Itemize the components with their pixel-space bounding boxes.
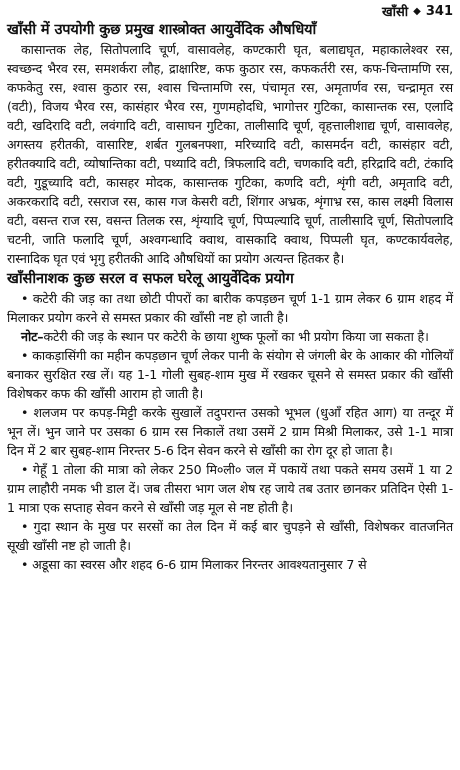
diamond-icon: ◆ [413, 5, 421, 17]
remedy-paragraph-3: • शलजम पर कपड़-मिट्टी करके सुखालें तदुपरान्त उसको भूभल (धुआँ रहित आग) या तन्दूर में भून लें। भुन जाने पर उसका 6 ग्राम रस निकालें तथा उसमें 2 ग्राम मिश्री मिलाकर, उसे 1-1 मात्रा दिन में 2 बार सुबह-शाम निरन्तर 5-6 दिन सेवन करने से खाँसी का रोग दूर हो जाता है। [7, 405, 453, 458]
running-header [7, 2, 453, 20]
note-paragraph [7, 327, 453, 346]
remedy-paragraph-2: • काकड़ासिंगी का महीन कपड़छान चूर्ण लेकर पानी के संयोग से जंगली बेर के आकार की गोलियाँ बनाकर सुरक्षित रख लें। यह 1-1 गोली सुबह-शाम मुख में रखकर चूसने से समस्त प्रकार की खाँसी विशेषकर कफ की खाँसी आराम हो जाती है। [7, 348, 453, 401]
remedy-paragraph-1: • कटेरी की जड़ का तथा छोटी पीपरों का बारीक कपड़छन चूर्ण 1-1 ग्राम लेकर 6 ग्राम शहद में मिलाकर प्रयोग करने से समस्त प्रकार की खाँसी नष्ट हो जाती है। [7, 291, 453, 325]
section-heading-1: खाँसी में उपयोगी कुछ प्रमुख शास्त्रोक्त आयुर्वेदिक औषधियाँ [7, 22, 317, 38]
note-text: कटेरी की जड़ के स्थान पर कटेरी के छाया शुष्क फूलों का भी प्रयोग किया जा सकता है। [43, 329, 429, 344]
remedy-paragraph-5: • गुदा स्थान के मुख पर सरसों का तेल दिन में कई बार चुपड़ने से खाँसी, विशेषकर वातजनित सूखी खाँसी नष्ट हो जाती है। [7, 519, 453, 553]
medicine-list-paragraph: कासान्तक लेह, सितोपलादि चूर्ण, वासावलेह, कण्टकारी घृत, बलाद्यघृत, महाकालेश्वर रस, स्वच्छन्द भैरव रस, समशर्करा लौह, द्राक्षारिष्ट, कफ कुठार रस, कफकर्तरी रस, कफ-चिन्तामणि रस, कफकेतु रस, श्वास कुठार रस, श्वास चिन्तामणि रस, पंचामृत रस, अमृतार्णव रस, चन्द्रामृत रस (वटी), विजय भैरव रस, कासंहार भैरव रस, गुणमहोदधि, भागोत्तर गुटिका, कासान्तक रस, एलादि वटी, खदिरादि वटी, लवंगादि वटी, वासाघन गुटिका, तालीसादि चूर्ण, वृहत्तालीशाद्य चूर्ण, वासावलेह, अगस्तय हरीतकी, वासारिष्ट, शर्बत गुलबनफ्शा, मरिच्यादि वटी, कासमर्दन वटी, कासंहार वटी, हरीतक्यादि वटी, व्योषान्तिका वटी, पथ्यादि वटी, त्रिफलादि वटी, चणकादि वटी, हरिद्रादि वटी, टंकादि वटी, गुडूच्यादि वटी, कासहर मोदक, कासान्तक गुटिका, कणदि वटी, शृंगी वटी, अमृतादि वटी, अकरकरादि वटी, रसराज रस, कास गज केसरी वटी, शिंगार अभ्रक, शृंगाभ्र रस, कास लक्ष्मी विलास वटी, वसन्त राज रस, वसन्त तिलक रस, शृंग्यादि चूर्ण, पिप्पल्यादि चूर्ण, तालीसादि चूर्ण, सितोपलादि चटनी, जाति फलादि चूर्ण, अश्वगन्धादि क्वाथ, वासकादि क्वाथ, पिप्पली घृत, कण्टकार्यवलेह, रास्नादिक घृत एवं भृगु हरीतकी आदि औषधियों का प्रयोग अत्यन्त हितकर है। [7, 42, 453, 266]
running-title: खाँसी [382, 5, 409, 20]
section-home-remedies [7, 270, 453, 574]
note-label: नोट– [21, 329, 44, 344]
page-number: 341 [425, 3, 453, 19]
remedy-paragraph-6: • अडूसा का स्वरस और शहद 6-6 ग्राम मिलाकर निरन्तर आवश्यतानुसार 7 से [21, 557, 367, 572]
remedy-paragraph-4: • गेहूँ 1 तोला की मात्रा को लेकर 250 मि०ली० जल में पकायें तथा पकते समय उसमें 1 या 2 ग्राम लाहौरी नमक भी डाल दें। जब तीसरा भाग जल शेष रह जाये तब उतार छानकर प्रतिदिन ऐसी 1-1 मात्रा एक सप्ताह सेवन करने से खाँसी जड़ मूल से नष्ट होती है। [7, 462, 453, 515]
section-shastrokt-medicines [7, 21, 453, 268]
section-heading-2: खाँसीनाशक कुछ सरल व सफल घरेलू आयुर्वेदिक प्रयोग [7, 271, 294, 287]
